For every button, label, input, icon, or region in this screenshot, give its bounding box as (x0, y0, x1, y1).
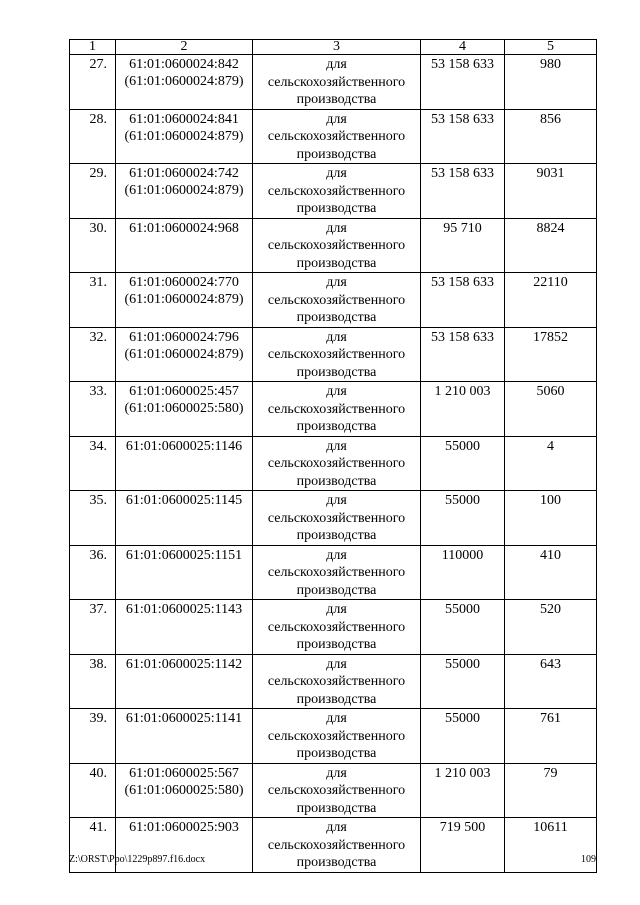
cadastral-number-cell (116, 600, 253, 655)
row-number-cell (70, 273, 116, 328)
land-use-cell (253, 382, 421, 437)
land-use-text: для (326, 602, 347, 617)
cadastral-number: 61:01:0600025:1145 (125, 493, 243, 508)
cadastral-value-cell (421, 600, 505, 655)
area-cell (505, 709, 597, 764)
table-row (70, 654, 597, 709)
cadastral-value-cell (421, 382, 505, 437)
land-use-text: сельскохозяйственного (267, 347, 406, 362)
cadastral-number-cell (116, 55, 253, 110)
land-use-text: для (326, 493, 347, 508)
land-use-text: сельскохозяйственного (267, 238, 406, 253)
row-number: 31. (89, 275, 107, 290)
area-value: 10611 (533, 820, 568, 835)
land-use-text: сельскохозяйственного (267, 674, 406, 689)
cadastral-number-cell (116, 109, 253, 164)
land-use-cell (253, 327, 421, 382)
area-value: 643 (540, 656, 561, 672)
land-use-cell (253, 55, 421, 110)
land-use-text: сельскохозяйственного (267, 837, 406, 853)
row-number-cell (70, 545, 116, 600)
parent-cadastral-number: (61:01:0600024:879) (124, 128, 244, 144)
land-use-text: производства (296, 746, 377, 761)
land-use-text: для (326, 384, 347, 399)
area-cell (505, 327, 597, 382)
column-header: 4 (421, 40, 505, 55)
land-use-text: производства (296, 310, 377, 325)
row-number-cell (70, 763, 116, 818)
row-number-cell (70, 327, 116, 382)
row-number: 41. (89, 820, 107, 835)
column-header: 1 (70, 40, 116, 55)
row-number: 37. (89, 602, 107, 617)
area-value: 520 (540, 602, 561, 617)
land-use-text: сельскохозяйственного (267, 292, 406, 308)
row-number-cell (70, 436, 116, 491)
land-use-text: производства (296, 691, 377, 707)
land-use-text: производства (296, 637, 377, 652)
cadastral-value-cell (421, 709, 505, 764)
column-header: 3 (253, 40, 421, 55)
land-use-text: производства (296, 255, 377, 271)
land-use-text: для (326, 329, 347, 345)
table-row (70, 545, 597, 600)
area-value: 856 (540, 111, 561, 127)
land-use-text: производства (296, 364, 377, 380)
cadastral-value: 53 158 633 (431, 57, 494, 72)
cadastral-value: 55000 (445, 656, 480, 672)
cadastral-value: 53 158 633 (431, 329, 494, 345)
row-number: 40. (89, 765, 107, 781)
area-value: 9031 (536, 166, 565, 181)
land-use-text: сельскохозяйственного (267, 74, 406, 90)
area-value: 980 (540, 57, 561, 72)
area-cell (505, 545, 597, 600)
row-number: 34. (89, 438, 107, 454)
cadastral-number: 61:01:0600025:457 (129, 384, 239, 399)
row-number-cell (70, 218, 116, 273)
area-value: 761 (540, 711, 561, 726)
cadastral-number: 61:01:0600024:742 (129, 166, 239, 181)
row-number: 28. (89, 111, 107, 127)
row-number-cell (70, 600, 116, 655)
cadastral-number: 61:01:0600024:841 (129, 111, 239, 127)
parent-cadastral-number: (61:01:0600024:879) (124, 183, 244, 198)
table-row (70, 491, 597, 546)
row-number: 32. (89, 329, 107, 345)
cadastral-value: 1 210 003 (434, 384, 491, 399)
cadastral-value-cell (421, 218, 505, 273)
row-number: 38. (89, 656, 107, 672)
land-use-text: сельскохозяйственного (267, 728, 406, 744)
land-use-text: сельскохозяйственного (267, 619, 406, 635)
area-value: 4 (547, 438, 554, 454)
table-header-row (70, 40, 597, 55)
cadastral-number: 61:01:0600025:1143 (125, 602, 243, 617)
cadastral-value: 53 158 633 (431, 111, 494, 127)
table-row (70, 327, 597, 382)
land-use-cell (253, 164, 421, 219)
cadastral-value: 55000 (445, 493, 480, 508)
cadastral-number-cell (116, 436, 253, 491)
cadastral-number-cell (116, 545, 253, 600)
row-number-cell (70, 491, 116, 546)
cadastral-number-cell (116, 164, 253, 219)
row-number: 39. (89, 711, 107, 726)
table-row (70, 109, 597, 164)
land-use-text: производства (296, 855, 377, 870)
land-use-text: сельскохозяйственного (267, 783, 406, 798)
cadastral-value-cell (421, 818, 505, 873)
land-use-cell (253, 600, 421, 655)
cadastral-value: 55000 (445, 438, 480, 454)
land-use-cell (253, 818, 421, 873)
cadastral-number: 61:01:0600024:796 (129, 329, 239, 345)
cadastral-number-cell (116, 382, 253, 437)
land-use-cell (253, 491, 421, 546)
land-use-text: сельскохозяйственного (267, 565, 406, 580)
area-cell (505, 763, 597, 818)
cadastral-number-cell (116, 654, 253, 709)
table-body (70, 55, 597, 873)
cadastral-number-cell (116, 763, 253, 818)
land-use-text: для (326, 820, 347, 835)
table-row (70, 218, 597, 273)
row-number-cell (70, 109, 116, 164)
table-row (70, 763, 597, 818)
cadastral-value: 719 500 (439, 820, 486, 835)
area-value: 100 (540, 493, 561, 508)
land-use-text: производства (296, 419, 377, 434)
parent-cadastral-number: (61:01:0600024:879) (124, 292, 244, 307)
column-header: 5 (505, 40, 597, 55)
area-cell (505, 436, 597, 491)
table-row (70, 273, 597, 328)
area-cell (505, 273, 597, 328)
area-cell (505, 218, 597, 273)
table-row (70, 709, 597, 764)
row-number: 27. (89, 57, 107, 72)
area-value: 79 (543, 765, 558, 781)
area-cell (505, 55, 597, 110)
land-use-text: производства (296, 800, 377, 816)
parent-cadastral-number: (61:01:0600025:580) (124, 401, 244, 416)
area-value: 22110 (533, 275, 568, 290)
land-use-text: для (326, 220, 347, 236)
cadastral-number: 61:01:0600025:1151 (125, 547, 243, 563)
row-number-cell (70, 55, 116, 110)
parent-cadastral-number: (61:01:0600024:879) (124, 346, 244, 362)
land-use-cell (253, 273, 421, 328)
cadastral-number-cell (116, 709, 253, 764)
land-use-text: производства (296, 473, 377, 489)
land-use-cell (253, 763, 421, 818)
cadastral-value: 55000 (445, 602, 480, 617)
cadastral-number-cell (116, 273, 253, 328)
row-number: 33. (89, 384, 107, 399)
cadastral-number: 61:01:0600025:1146 (125, 438, 243, 454)
cadastral-value-cell (421, 545, 505, 600)
row-number-cell (70, 382, 116, 437)
area-cell (505, 654, 597, 709)
cadastral-value-cell (421, 164, 505, 219)
cadastral-value-cell (421, 654, 505, 709)
table-row (70, 55, 597, 110)
cadastral-number: 61:01:0600025:903 (129, 820, 239, 835)
land-use-text: сельскохозяйственного (267, 456, 406, 471)
land-use-text: сельскохозяйственного (267, 129, 406, 144)
cadastral-value-cell (421, 109, 505, 164)
area-value: 17852 (533, 329, 568, 345)
land-use-text: сельскохозяйственного (267, 401, 406, 417)
cadastral-number: 61:01:0600024:842 (129, 57, 239, 72)
area-cell (505, 382, 597, 437)
land-use-text: производства (296, 146, 377, 162)
area-value: 8824 (536, 220, 565, 236)
cadastral-number: 61:01:0600025:1142 (125, 656, 243, 672)
land-use-text: для (326, 438, 347, 454)
cadastral-value: 95 710 (443, 220, 482, 236)
cadastral-value: 1 210 003 (434, 765, 491, 781)
cadastral-value-cell (421, 273, 505, 328)
page-number: 109 (581, 854, 596, 865)
table-row (70, 436, 597, 491)
land-use-text: для (326, 765, 347, 781)
parent-cadastral-number: (61:01:0600024:879) (124, 74, 244, 89)
land-use-cell (253, 545, 421, 600)
land-use-cell (253, 654, 421, 709)
cadastral-number: 61:01:0600025:1141 (125, 711, 243, 726)
land-use-cell (253, 109, 421, 164)
area-cell (505, 600, 597, 655)
land-use-text: сельскохозяйственного (267, 510, 406, 526)
cadastral-number-cell (116, 218, 253, 273)
area-cell (505, 164, 597, 219)
land-use-text: производства (296, 528, 377, 543)
cadastral-value-cell (421, 491, 505, 546)
area-value: 410 (540, 547, 561, 563)
land-use-cell (253, 436, 421, 491)
parent-cadastral-number: (61:01:0600025:580) (124, 782, 244, 798)
cadastral-value: 53 158 633 (431, 166, 494, 181)
land-plots-table (69, 39, 597, 873)
row-number-cell (70, 164, 116, 219)
cadastral-value-cell (421, 436, 505, 491)
row-number: 36. (89, 547, 107, 563)
cadastral-value-cell (421, 327, 505, 382)
cadastral-value: 110000 (441, 547, 484, 563)
cadastral-number: 61:01:0600025:567 (129, 765, 239, 781)
land-use-text: сельскохозяйственного (267, 183, 406, 199)
cadastral-value-cell (421, 763, 505, 818)
area-value: 5060 (536, 384, 565, 399)
row-number: 29. (89, 166, 107, 181)
cadastral-number-cell (116, 327, 253, 382)
table-row (70, 164, 597, 219)
land-use-text: производства (296, 201, 377, 216)
row-number: 30. (89, 220, 107, 236)
land-use-cell (253, 709, 421, 764)
row-number-cell (70, 709, 116, 764)
cadastral-number: 61:01:0600024:968 (129, 220, 239, 236)
cadastral-value: 55000 (445, 711, 480, 726)
land-use-text: для (326, 547, 347, 563)
area-cell (505, 109, 597, 164)
cadastral-number: 61:01:0600024:770 (129, 275, 239, 290)
table-row (70, 382, 597, 437)
land-use-text: для (326, 656, 347, 672)
cadastral-value-cell (421, 55, 505, 110)
land-use-text: для (326, 57, 347, 72)
land-use-text: для (326, 711, 347, 726)
row-number: 35. (89, 493, 107, 508)
area-cell (505, 491, 597, 546)
table-row (70, 600, 597, 655)
land-use-text: для (326, 166, 347, 181)
column-header: 2 (116, 40, 253, 55)
cadastral-number-cell (116, 491, 253, 546)
cadastral-value: 53 158 633 (431, 275, 494, 290)
row-number-cell (70, 654, 116, 709)
land-use-text: производства (296, 582, 377, 598)
land-use-text: для (326, 111, 347, 127)
land-use-cell (253, 218, 421, 273)
land-use-text: для (326, 275, 347, 290)
land-use-text: производства (296, 92, 377, 107)
footer-file-path: Z:\ORST\Ppo\1229p897.f16.docx (69, 854, 206, 865)
